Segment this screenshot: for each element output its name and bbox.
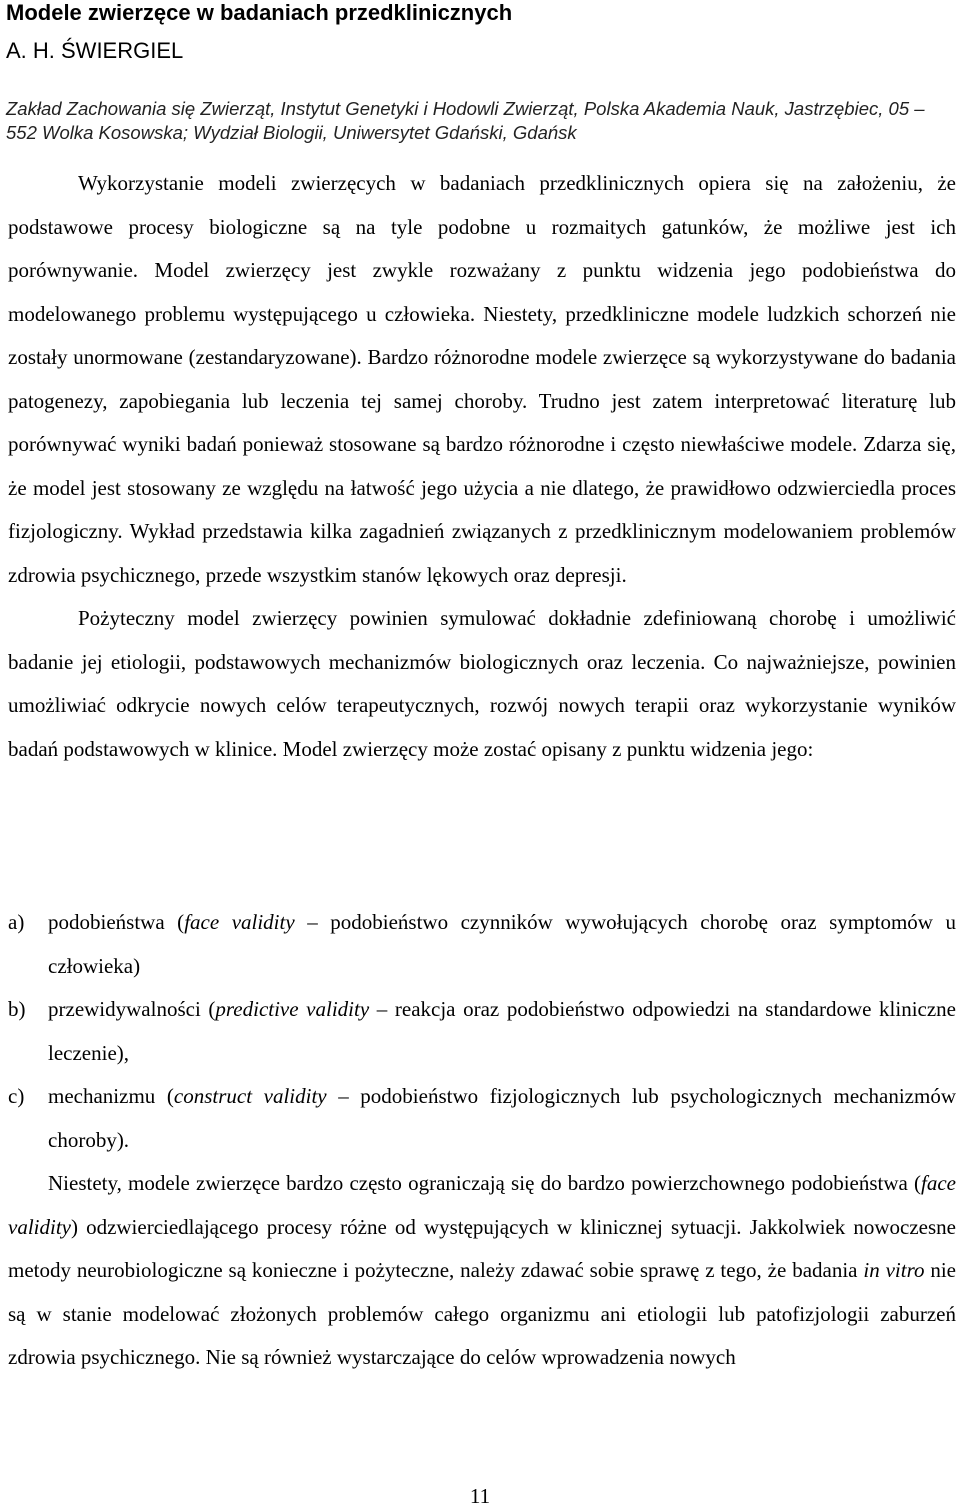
term-italic: face validity	[8, 1171, 956, 1239]
list-item-text: mechanizmu (construct validity – podobieństwo fizjologicznych lub psychologicznych mechanizmów choroby).	[48, 1084, 957, 1152]
list-item	[8, 1075, 956, 1162]
term-italic: face validity	[184, 910, 295, 934]
validity-list	[8, 901, 956, 1162]
abstract-body	[8, 162, 956, 771]
author-name: A. H. ŚWIERGIEL	[6, 38, 184, 63]
paragraph-1: Wykorzystanie modeli zwierzęcych w badaniach przedklinicznych opiera się na założeniu, że podstawowe procesy biologiczne są na tyle podobne u rozmaitych gatunków, że możliwe jest ich porównywanie. Model zwierzęcy jest zwykle rozważany z punktu widzenia jego podobieństwa do modelowanego problemu występującego u człowieka. Niestety, przedkliniczne modele ludzkich schorzeń nie zostały unormowane (zestandaryzowane). Bardzo różnorodne modele zwierzęce są wykorzystywane do badania patogenezy, zapobiegania lub leczenia tej samej choroby. Trudno jest zatem interpretować literaturę lub porównywać wyniki badań ponieważ stosowane są bardzo różnorodne i często niewłaściwe modele. Zdarza się, że model jest stosowany ze względu na łatwość jego użycia a nie dlatego, że prawidłowo odzwierciedla proces fizjologiczny. Wykład przedstawia kilka zagadnień związanych z przedklinicznym modelowaniem problemów zdrowia psychicznego, przede wszystkim stanów lękowych oraz depresji.	[8, 171, 956, 587]
closing-paragraph	[8, 1162, 956, 1380]
list-item-text: podobieństwa (face validity – podobieństwo czynników wywołujących chorobę oraz symptomów u człowieka)	[48, 910, 956, 978]
list-marker: b)	[8, 997, 26, 1021]
term-italic: construct validity	[173, 1084, 327, 1108]
author-affiliation: Zakład Zachowania się Zwierząt, Instytut Genetyki i Hodowli Zwierząt, Polska Akademia Nauk, Jastrzębiec, 05 – 552 Wolka Kosowska; Wydział Biologii, Uniwersytet Gdański, Gdańsk	[6, 98, 925, 143]
paragraph-2: Pożyteczny model zwierzęcy powinien symulować dokładnie zdefiniowaną chorobę i umożliwić badanie jej etiologii, podstawowych mechanizmów biologicznych oraz leczenia. Co najważniejsze, powinien umożliwiać odkrycie nowych celów terapeutycznych, rozwój nowych terapii oraz wykorzystanie wyników badań podstawowych w klinice. Model zwierzęcy może zostać opisany z punktu widzenia jego:	[8, 606, 956, 761]
list-item	[8, 901, 956, 988]
list-marker: a)	[8, 910, 25, 934]
term-italic: predictive validity	[215, 997, 370, 1021]
list-marker: c)	[8, 1084, 25, 1108]
paragraph-3: Niestety, modele zwierzęce bardzo często ograniczają się do bardzo powierzchownego podobieństwa (face validity) odzwierciedlającego procesy różne od występujących w klinicznej sytuacji. Jakkolwiek nowoczesne metody neurobiologiczne są konieczne i pożyteczne, należy zdawać sobie sprawę z tego, że badania in vitro nie są w stanie modelować złożonych problemów całego organizmu ani etiologii lub patofizjologii zaburzeń zdrowia psychicznego. Nie są również wystarczające do celów wprowadzenia nowych	[8, 1171, 956, 1369]
list-item	[8, 988, 956, 1075]
list-item-text: przewidywalności (predictive validity – reakcja oraz podobieństwo odpowiedzi na standardowe kliniczne leczenie),	[48, 997, 956, 1065]
page-number: 11	[469, 1484, 491, 1508]
term-italic: in vitro	[863, 1258, 925, 1282]
document-title: Modele zwierzęce w badaniach przedklinicznych	[6, 0, 513, 25]
